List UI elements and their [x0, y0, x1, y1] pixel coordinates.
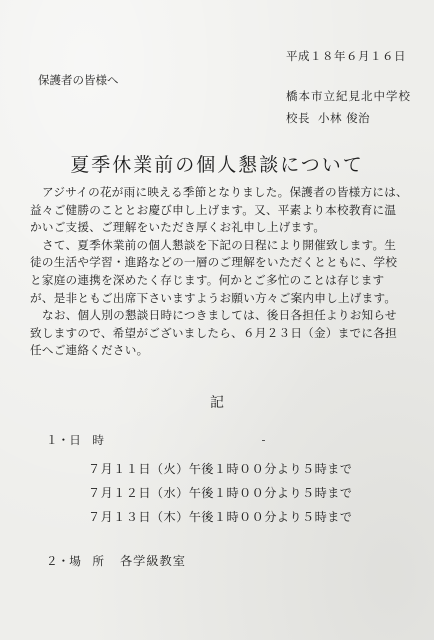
- principal-title: 校長: [286, 111, 310, 125]
- place-item: [46, 552, 186, 569]
- schedule-line: ７月１１日（火）午後１時００分より５時まで: [88, 462, 353, 476]
- date-item-label: １・日 時: [46, 433, 104, 447]
- document-title: 夏季休業前の個人懇談について: [70, 154, 364, 176]
- place-item-label: ２・場 所: [46, 554, 104, 568]
- body-line: 致しますので、希望がございましたら、６月２３日（金）までに各担: [30, 325, 397, 340]
- body-line: と家庭の連携を深めたく存じます。何かとご多忙のことは存じます: [30, 272, 385, 287]
- body-line: 徒の生活や学習・進路などの一層のご理解をいただくとともに、学校: [30, 255, 398, 270]
- school-name: 橋本市立紀見北中学校: [286, 89, 411, 103]
- issue-date: 平成１８年６月１６日: [286, 49, 406, 63]
- principal-name: 小林 俊治: [318, 111, 371, 125]
- principal-signature: [286, 110, 370, 126]
- schedule-line: ７月１２日（水）午後１時００分より５時まで: [88, 486, 353, 500]
- paper-speck: [262, 440, 265, 441]
- place-value: 各学級教室: [119, 554, 186, 568]
- body-line: 任へご連絡ください。: [30, 343, 149, 358]
- body-line: アジサイの花が雨に映える季節となりました。保護者の皆様方には、: [42, 185, 408, 199]
- body-line: さて、夏季休業前の個人懇談を下記の日程により開催致します。生: [42, 237, 397, 252]
- body-text: [30, 184, 422, 360]
- body-line: が、是非ともご出席下さいますようお願い方々ご案内申し上げます。: [30, 290, 397, 305]
- schedule-line: ７月１３日（木）午後１時００分より５時まで: [88, 510, 353, 524]
- body-line: なお、個人別の懇談日時につきましては、後日各担任よりお知らせ: [42, 308, 397, 323]
- ki-heading: 記: [210, 395, 224, 411]
- body-line: かいご支援、ご理解をいただき厚くお礼申し上げます。: [30, 220, 326, 235]
- addressee: 保護者の皆様へ: [38, 73, 119, 87]
- body-line: 益々ご健勝のこととお慶び申し上げます。又、平素より本校教育に温: [30, 202, 397, 217]
